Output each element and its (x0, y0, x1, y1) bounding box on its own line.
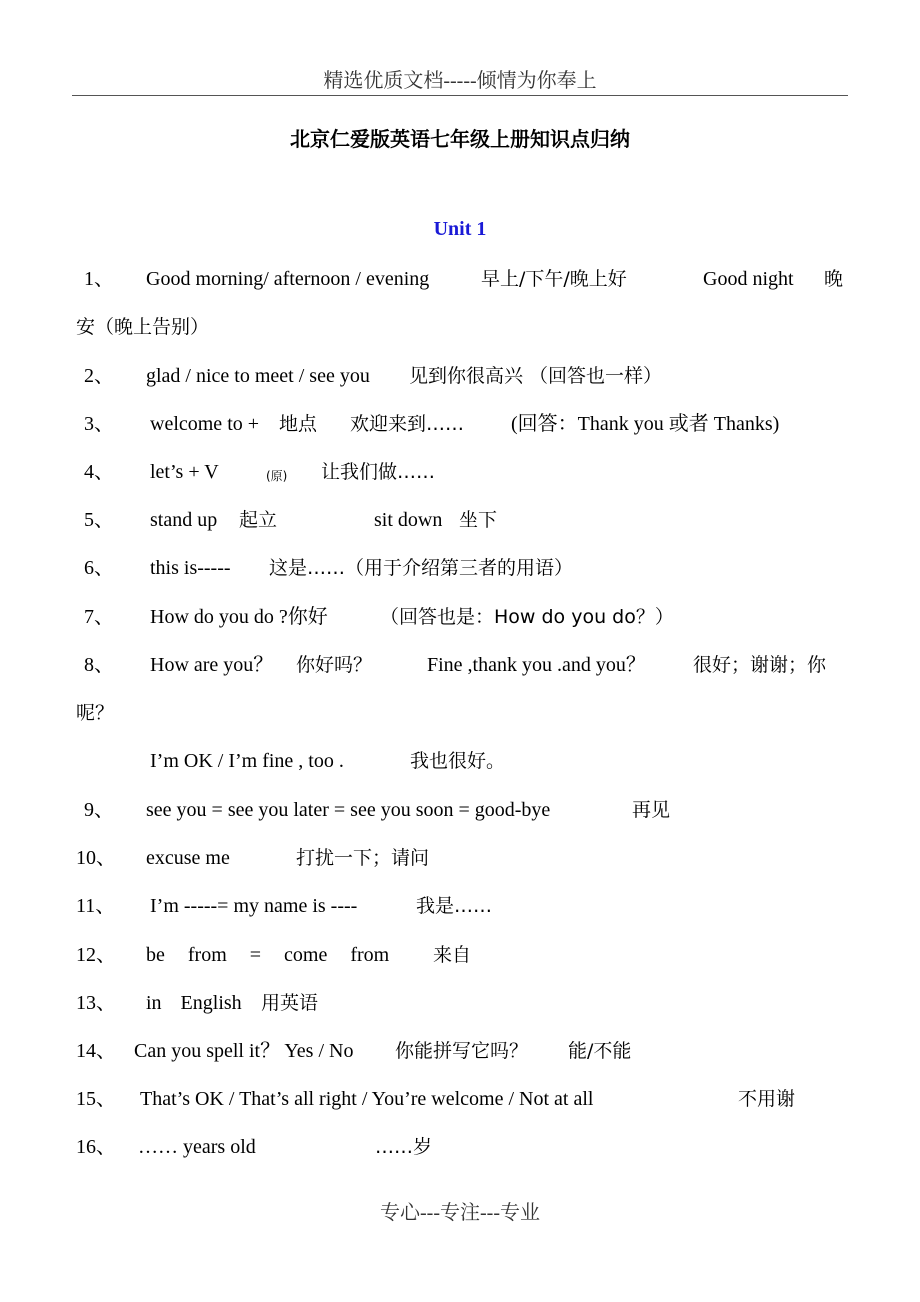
item-chinese: 让我们做…… (321, 461, 436, 483)
item-number: 7、 (84, 606, 114, 628)
item-english: How do you do ?你好 (150, 606, 328, 628)
item-number: 15、 (76, 1088, 116, 1110)
item-chinese: 见到你很高兴 （回答也一样） (409, 365, 663, 387)
item-number: 11、 (76, 895, 116, 917)
item-chinese: 你能拼写它吗？ (395, 1040, 529, 1062)
item-chinese-2: 欢迎来到…… (350, 413, 465, 435)
item-english-2: (回答：Thank you 或者 Thanks) (511, 413, 780, 435)
page-footer: 专心---专注---专业 (380, 1202, 540, 1224)
item-number: 5、 (84, 509, 114, 531)
item-number: 2、 (84, 365, 114, 387)
item-english: stand up (150, 509, 218, 531)
item-chinese-2: 坐下 (459, 509, 498, 531)
item-english: I’m -----= my name is ---- (150, 895, 358, 917)
item-chinese: 来自 (433, 944, 472, 966)
item-english-2: Good night (703, 268, 794, 290)
item-continuation: 呢？ (76, 702, 115, 724)
item-english: …… years old (138, 1136, 256, 1158)
item-number: 10、 (76, 847, 116, 869)
item-english: welcome to + (150, 413, 260, 435)
item-chinese-extra: 我也很好。 (410, 750, 506, 772)
item-number: 1、 (84, 268, 114, 290)
item-number: 6、 (84, 557, 114, 579)
item-chinese: 早上/下午/晚上好 (481, 268, 627, 290)
item-chinese: 你好吗？ (296, 654, 373, 676)
document-title: 北京仁爱版英语七年级上册知识点归纳 (290, 127, 630, 151)
item-english-extra: I’m OK / I’m fine , too . (150, 750, 344, 772)
item-number: 9、 (84, 799, 114, 821)
item-chinese: 这是……（用于介绍第三者的用语） (269, 557, 574, 579)
item-chinese: 打扰一下；请问 (296, 847, 430, 869)
item-chinese: 地点 (279, 413, 318, 435)
header-divider (72, 95, 848, 96)
item-english: Good morning/ afternoon / evening (146, 268, 430, 290)
item-number: 8、 (84, 654, 114, 676)
item-english: this is----- (150, 557, 231, 579)
item-chinese: 用英语 (261, 992, 319, 1014)
item-english: That’s OK / That’s all right / You’re welcome / Not at all (140, 1088, 594, 1110)
item-chinese-2: 晚 (824, 268, 844, 290)
item-subscript: (原) (266, 469, 288, 483)
item-chinese-2: 能/不能 (568, 1040, 632, 1062)
item-english: How are you？ (150, 654, 274, 676)
item-number: 13、 (76, 992, 116, 1014)
item-chinese: ……岁 (375, 1136, 433, 1158)
item-english-2: sit down (374, 509, 443, 531)
item-english: Can you spell it？ Yes / No (134, 1040, 354, 1062)
item-english: excuse me (146, 847, 230, 869)
item-english: in English (146, 992, 242, 1014)
item-chinese: 起立 (239, 509, 278, 531)
item-chinese: 我是…… (416, 895, 493, 917)
item-chinese: （回答也是：How do you do？） (380, 606, 674, 628)
item-english: be from = come from (146, 944, 390, 966)
item-number: 4、 (84, 461, 114, 483)
item-number: 16、 (76, 1136, 116, 1158)
item-number: 3、 (84, 413, 114, 435)
item-chinese: 再见 (632, 799, 671, 821)
item-continuation: 安（晚上告别） (76, 316, 210, 338)
item-english: glad / nice to meet / see you (146, 365, 370, 387)
item-english: let’s + V (150, 461, 219, 483)
page-header: 精选优质文档-----倾情为你奉上 (323, 70, 597, 92)
item-english: see you = see you later = see you soon = good-bye (146, 799, 551, 821)
item-number: 14、 (76, 1040, 116, 1062)
item-english-2: Fine ,thank you .and you？ (427, 654, 646, 676)
unit-heading: Unit 1 (433, 218, 487, 240)
item-number: 12、 (76, 944, 116, 966)
item-chinese: 不用谢 (738, 1088, 796, 1110)
item-chinese-2: 很好；谢谢；你 (693, 654, 827, 676)
